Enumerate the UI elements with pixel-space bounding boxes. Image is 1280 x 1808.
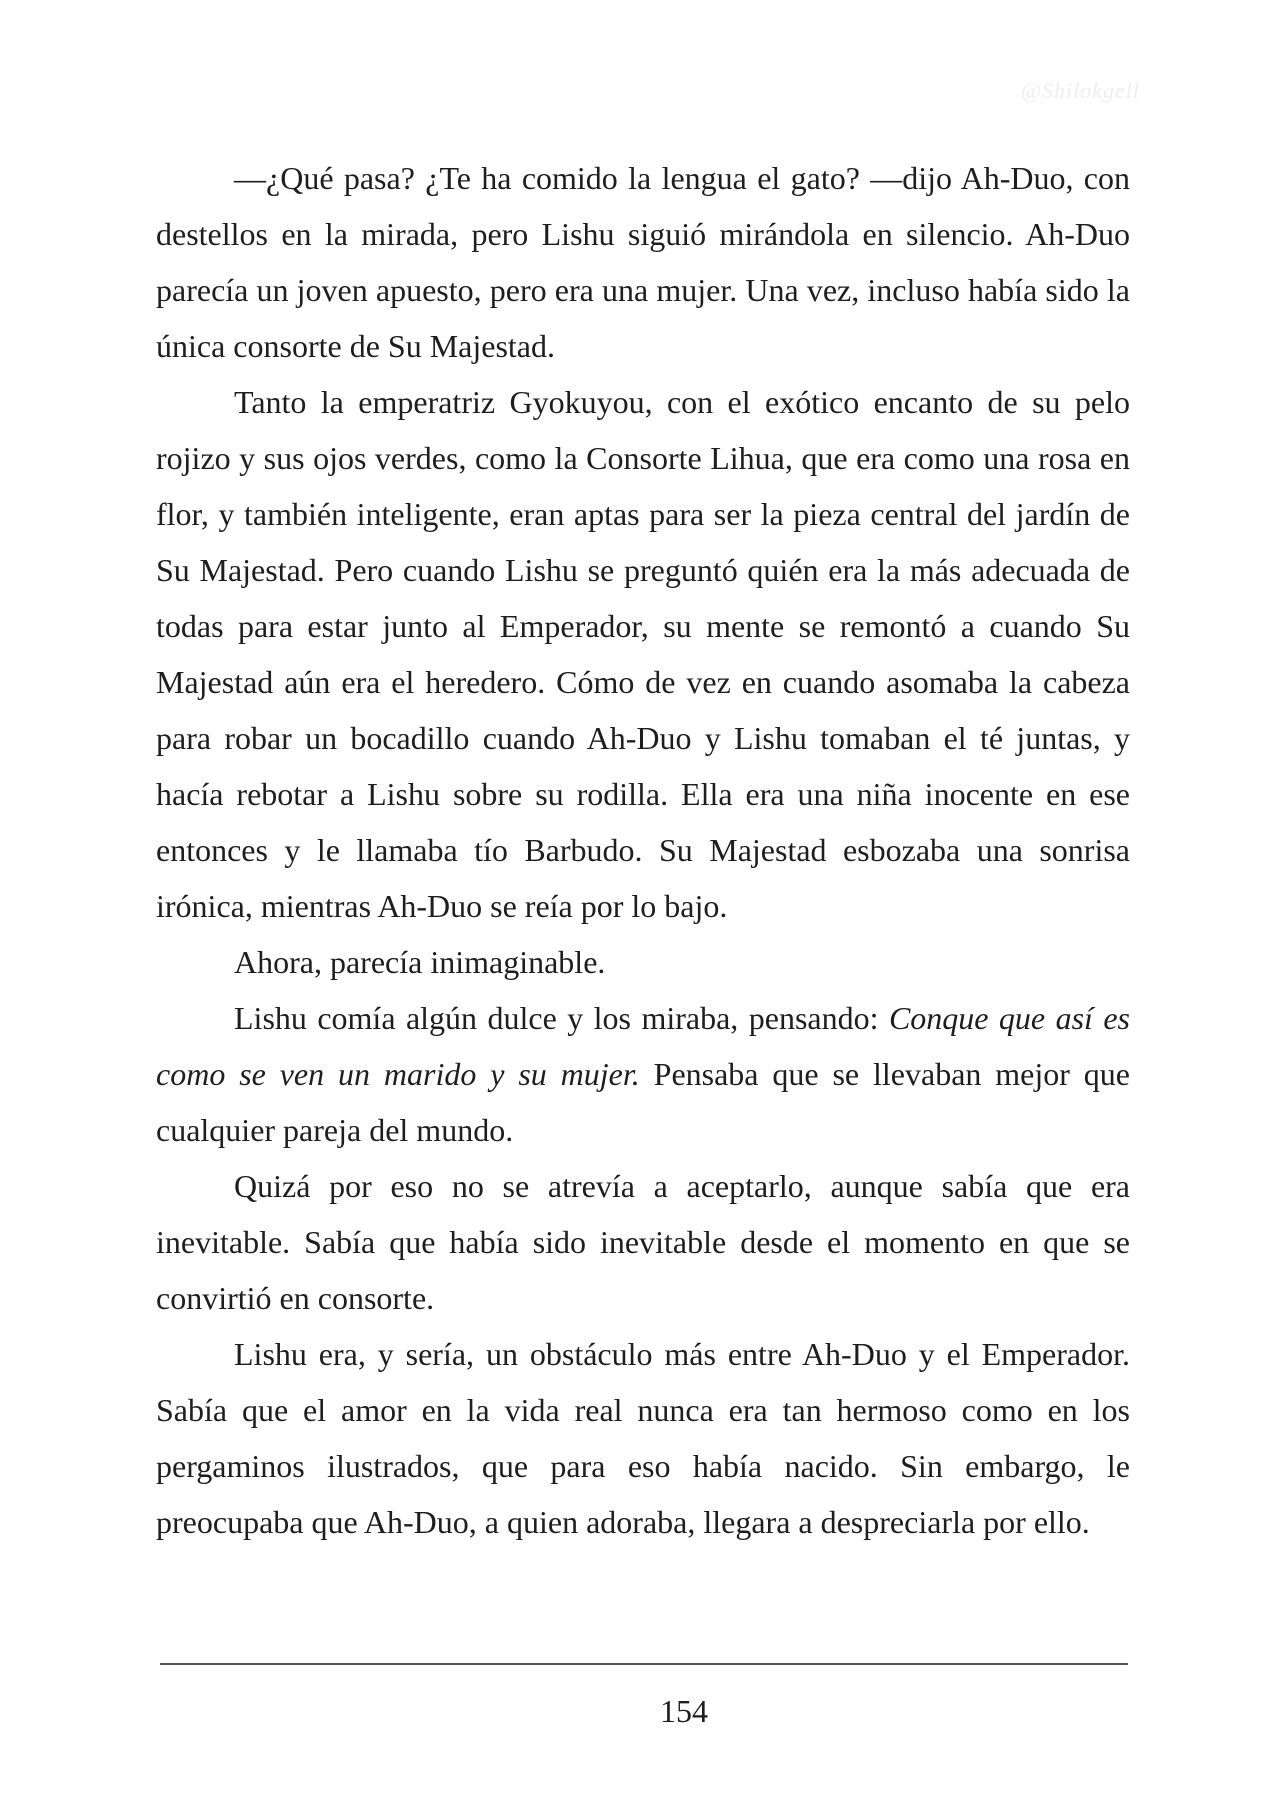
paragraph-6: Lishu era, y sería, un obstáculo más entre Ah-Duo y el Emperador. Sabía que el amor en la vida real nunca era tan hermoso como en los pergaminos ilustrados, que para eso había nacido. Sin embargo, le preocupaba que Ah-Duo, a quien adoraba, llegara a despreciarla por ello. bbox=[156, 1336, 1130, 1540]
paragraph-4 bbox=[156, 990, 1130, 1158]
paragraph-4-italic-thought: Conque que así es como se ven un marido y su mujer. bbox=[156, 1000, 1131, 1092]
page-number: 154 bbox=[660, 1693, 708, 1729]
watermark-text: @Shilokgell bbox=[1020, 78, 1140, 103]
paragraph-4-tail: Pensaba que se llevaban mejor que cualquier pareja del mundo. bbox=[156, 1056, 1131, 1148]
paragraph-1: —¿Qué pasa? ¿Te ha comido la lengua el gato? —dijo Ah-Duo, con destellos en la mirada, pero Lishu siguió mirándola en silencio. Ah-Duo parecía un joven apuesto, pero era una mujer. Una vez, incluso había sido la única consorte de Su Majestad. bbox=[156, 160, 1130, 364]
paragraph-3: Ahora, parecía inimaginable. bbox=[234, 944, 606, 980]
paragraph-2: Tanto la emperatriz Gyokuyou, con el exótico encanto de su pelo rojizo y sus ojos verdes, como la Consorte Lihua, que era como una rosa en flor, y también inteligente, eran aptas para ser la pieza central del jardín de Su Majestad. Pero cuando Lishu se preguntó quién era la más adecuada de todas para estar junto al Emperador, su mente se remontó a cuando Su Majestad aún era el heredero. Cómo de vez en cuando asomaba la cabeza para robar un bocadillo cuando Ah-Duo y Lishu tomaban el té juntas, y hacía rebotar a Lishu sobre su rodilla. Ella era una niña inocente en ese entonces y le llamaba tío Barbudo. Su Majestad esbozaba una sonrisa irónica, mientras Ah-Duo se reía por lo bajo. bbox=[156, 384, 1130, 924]
paragraph-4-lead: Lishu comía algún dulce y los miraba, pensando: bbox=[234, 1000, 889, 1036]
footer-divider bbox=[160, 1663, 1128, 1665]
paragraph-5: Quizá por eso no se atrevía a aceptarlo, aunque sabía que era inevitable. Sabía que había sido inevitable desde el momento en que se convirtió en consorte. bbox=[156, 1168, 1130, 1316]
body-text bbox=[156, 150, 1130, 1550]
